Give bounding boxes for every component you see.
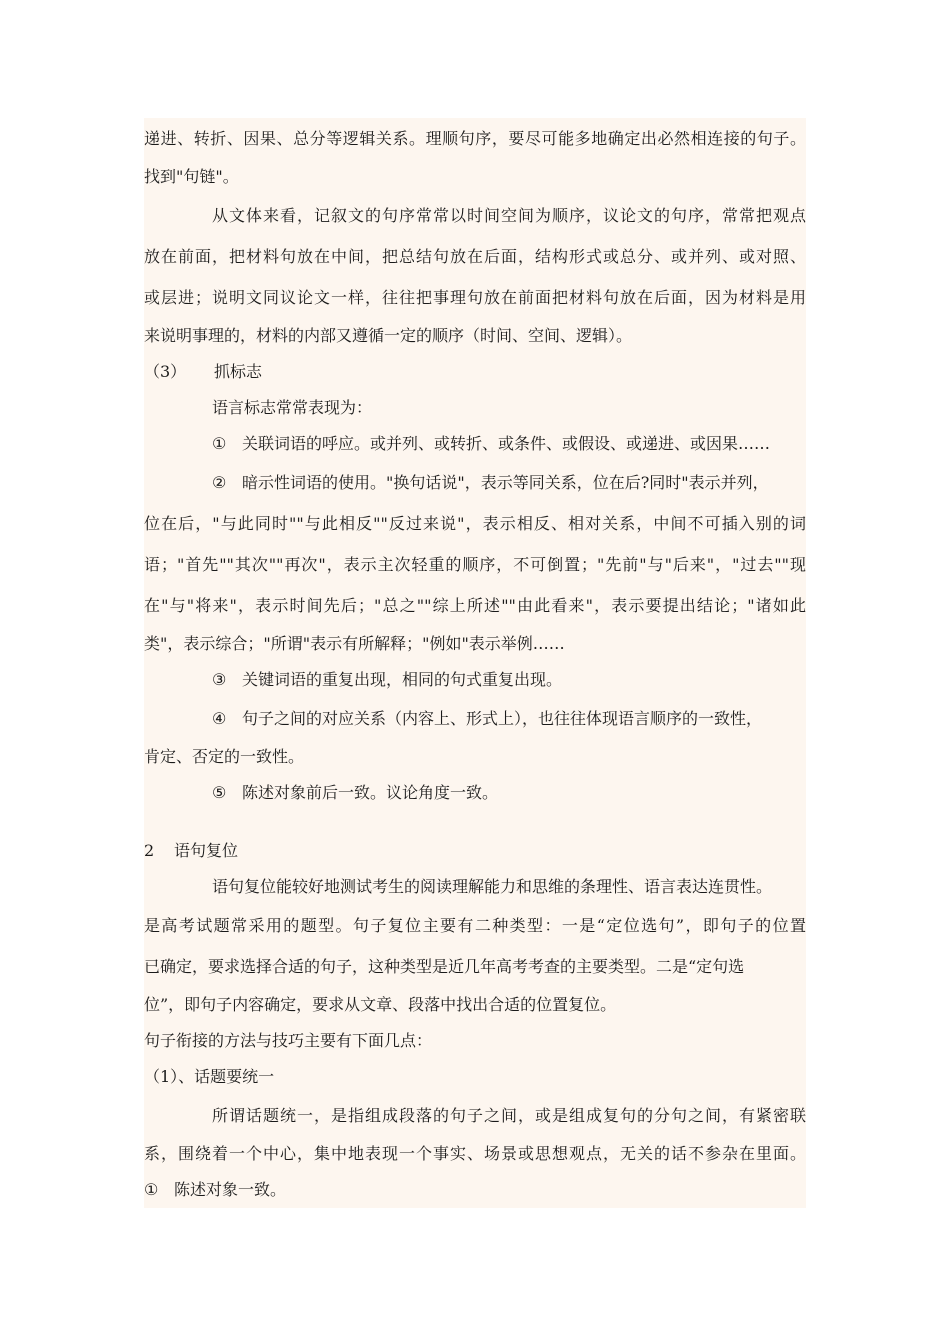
section-heading	[144, 354, 806, 390]
text-line: 句子衔接的方法与技巧主要有下面几点：	[144, 1031, 433, 1050]
document-text	[144, 118, 806, 1208]
circled-number: ④	[212, 709, 227, 728]
heading-number: （3）	[144, 362, 187, 381]
text-line: 语言标志常常表现为：	[212, 398, 373, 417]
list-item-text: 暗示性词语的使用。"换句话说"，表示等同关系，位在后?同时"表示并列，	[242, 473, 769, 492]
text-line: 是高考试题常采用的题型。句子复位主要有二种类型：一是“定位选句”，即句子的位置	[144, 916, 806, 935]
list-item	[144, 662, 806, 698]
text-line: 所谓话题统一，是指组成段落的句子之间，或是组成复句的分句之间，有紧密联	[212, 1106, 806, 1125]
heading-number: 2	[144, 841, 155, 860]
text-line: 已确定，要求选择合适的句子，这种类型是近几年高考考查的主要类型。二是“定句选	[144, 957, 745, 976]
list-item	[144, 462, 806, 503]
heading-text: 语句复位	[174, 841, 239, 860]
text-line: 从文体来看，记叙文的句序常常以时间空间为顺序，议论文的句序，常常把观点	[212, 206, 806, 225]
list-item-text: 陈述对象一致。	[174, 1180, 287, 1199]
list-item	[144, 698, 806, 739]
list-item-text: 句子之间的对应关系（内容上、形式上），也往往体现语言顺序的一致性，	[242, 709, 763, 728]
list-item-text: 陈述对象前后一致。议论角度一致。	[242, 783, 499, 802]
text-line: 来说明事理的，材料的内部又遵循一定的顺序（时间、空间、逻辑）。	[144, 326, 633, 345]
text-line: 在"与"将来"，表示时间先后；"总之""综上所述""由此看来"，表示要提出结论；"诸如此	[144, 596, 806, 615]
blank-line	[144, 811, 806, 833]
heading-text: 抓标志	[214, 362, 263, 381]
text-line: 语；"首先""其次""再次"，表示主次轻重的顺序，不可倒置；"先前"与"后来"，"过去""现	[144, 555, 806, 574]
text-line: 系，围绕着一个中心，集中地表现一个事实、场景或思想观点，无关的话不参杂在里面。	[144, 1144, 806, 1163]
section-heading	[144, 833, 806, 869]
circled-number: ②	[212, 473, 227, 492]
text-line: 位在后，"与此同时""与此相反""反过来说"，表示相反、相对关系，中间不可插入别的词	[144, 514, 806, 533]
subsection-heading: （1）、话题要统一	[144, 1067, 275, 1086]
text-line: 递进、转折、因果、总分等逻辑关系。理顺句序，要尽可能多地确定出必然相连接的句子。	[144, 129, 806, 148]
list-item	[144, 1172, 806, 1208]
text-line: 肯定、否定的一致性。	[144, 747, 305, 766]
text-line: 位”，即句子内容确定，要求从文章、段落中找出合适的位置复位。	[144, 995, 617, 1014]
list-item	[144, 775, 806, 811]
circled-number: ①	[212, 434, 227, 453]
text-line: 找到"句链"。	[144, 167, 239, 186]
text-line: 或层进；说明文同议论文一样，往往把事理句放在前面把材料句放在后面，因为材料是用	[144, 288, 806, 307]
text-line: 类"，表示综合；"所谓"表示有所解释；"例如"表示举例……	[144, 634, 565, 653]
circled-number: ③	[212, 670, 227, 689]
circled-number: ①	[144, 1180, 159, 1199]
list-item	[144, 426, 806, 462]
list-item-text: 关联词语的呼应。或并列、或转折、或条件、或假设、或递进、或因果……	[242, 434, 771, 453]
list-item-text: 关键词语的重复出现，相同的句式重复出现。	[242, 670, 563, 689]
text-line: 放在前面，把材料句放在中间，把总结句放在后面，结构形式或总分、或并列、或对照、	[144, 247, 806, 266]
circled-number: ⑤	[212, 783, 227, 802]
text-line: 语句复位能较好地测试考生的阅读理解能力和思维的条理性、语言表达连贯性。	[212, 877, 773, 896]
